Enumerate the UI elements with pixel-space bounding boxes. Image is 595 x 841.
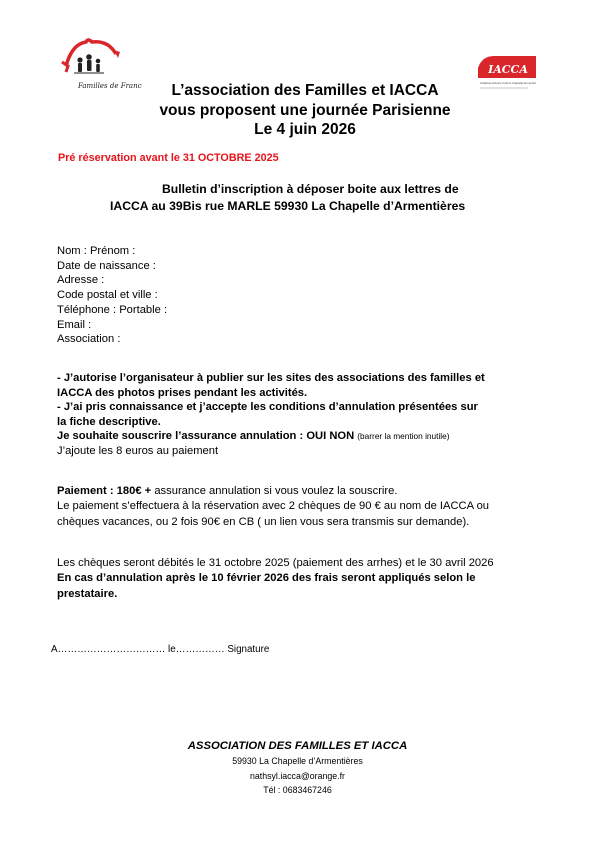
consent-line-2: IACCA des photos prises pendant les activités. (57, 386, 308, 399)
field-telephone: Téléphone : Portable : (57, 303, 168, 316)
payment-label: Paiement : 180€ + (57, 485, 152, 497)
title-line-1: L’association des Familles et IACCA (171, 82, 439, 99)
footer-email: nathsyl.iacca@orange.fr (250, 770, 345, 781)
consent-line-3: - J’ai pris connaissance et j’accepte les conditions d’annulation présentées sur (57, 401, 478, 414)
payment-line-2: Le paiement s’effectuera à la réservation avec 2 chèques de 90 € au nom de IACCA ou (57, 500, 490, 513)
field-email: Email : (57, 318, 92, 331)
payment-line-1 (57, 484, 557, 499)
cancellation-line-1: En cas d’annulation après le 10 février 2026 des frais seront appliqués selon le (57, 572, 476, 585)
field-nom-prenom: Nom : Prénom : (57, 245, 136, 257)
consent-line-1: - J’autorise l’organisateur à publier sur les sites des associations des familles et (57, 372, 485, 384)
page-title (140, 81, 470, 140)
registration-fields (57, 244, 167, 347)
consent-line-4: la fiche descriptive. (57, 415, 161, 428)
logo-right-text: IACCA (488, 63, 528, 76)
insurance-choice (57, 429, 557, 444)
payment-line-3: chèques vacances, ou 2 fois 90€ en CB ( un lien vous sera transmis sur demande). (57, 515, 470, 528)
familles-de-france-logo (58, 36, 142, 92)
signature-line: A…………………………… le…………… Signature (51, 644, 270, 655)
footer-city: 59930 La Chapelle d’Armentières (232, 756, 363, 766)
title-line-3: Le 4 juin 2026 (254, 121, 356, 138)
field-association: Association : (57, 333, 121, 346)
cancellation-section (57, 556, 557, 602)
field-code-postal: Code postal et ville : (57, 289, 158, 302)
insurance-note: (barrer la mention inutile) (357, 431, 450, 442)
consent-section (57, 371, 557, 459)
cancellation-line-2: prestataire. (57, 587, 118, 600)
bulletin-line-1: Bulletin d’inscription à déposer boite aux lettres de (162, 182, 459, 196)
footer-phone: Tél : 0683467246 (263, 785, 332, 795)
iacca-logo (478, 56, 536, 92)
bulletin-line-2: IACCA au 39Bis rue MARLE 59930 La Chapelle d’Armentières (110, 199, 466, 213)
title-line-2: vous proposent une journée Parisienne (159, 101, 451, 119)
footer-contact (150, 738, 445, 798)
logo-left-text: Familles de France (78, 82, 142, 90)
payment-line-1-rest: assurance annulation si vous voulez la souscrire. (151, 485, 398, 497)
insurance-amount: J’ajoute les 8 euros au paiement (57, 444, 219, 457)
field-date-naissance: Date de naissance : (57, 259, 156, 272)
prereservation-notice: Pré réservation avant le 31 OCTOBRE 2025 (58, 152, 279, 164)
field-adresse: Adresse : (57, 274, 105, 287)
logo-right-subtext: Initiatives Actions Culture Chapelle Armentières (480, 81, 536, 85)
payment-section (57, 484, 557, 530)
bulletin-instructions (110, 181, 555, 215)
cheques-line-1: Les chèques seront débités le 31 octobre 2025 (paiement des arrhes) et le 30 avril 2026 (57, 557, 494, 569)
insurance-question: Je souhaite souscrire l’assurance annulation : OUI NON (57, 430, 355, 443)
footer-organization: ASSOCIATION DES FAMILLES ET IACCA (187, 740, 408, 752)
